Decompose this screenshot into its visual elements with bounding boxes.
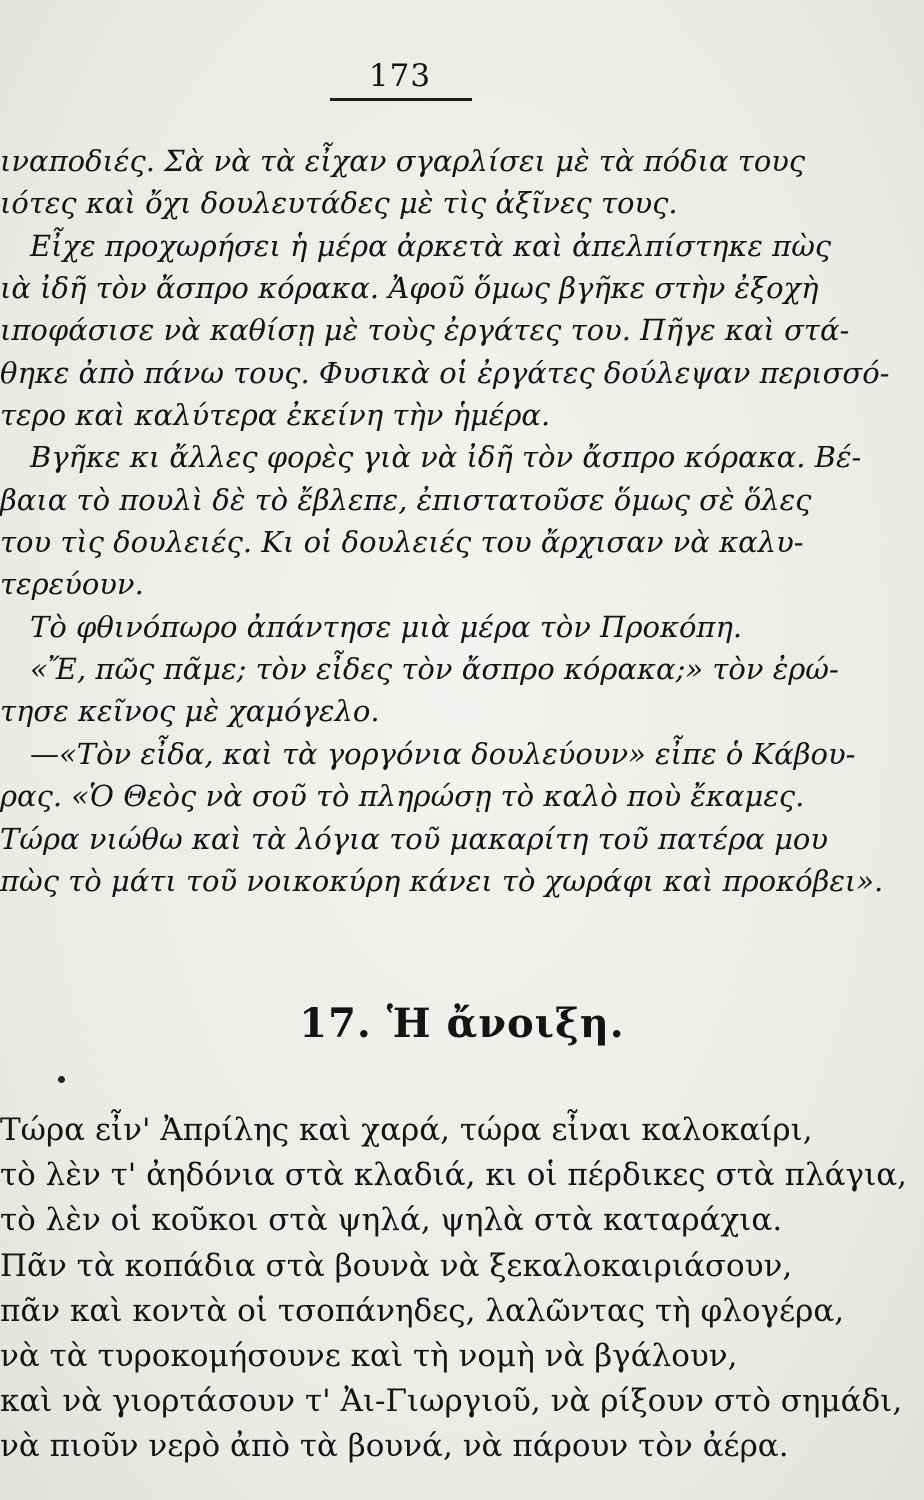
poem-line: πᾶν καὶ κοντὰ οἱ τσοπάνηδες, λαλῶντας τὴ φλογέρα, xyxy=(0,1292,845,1329)
prose-line: Τὸ φθινόπωρο ἀπάντησε μιὰ μέρα τὸν Προκόπη. xyxy=(30,609,743,644)
poem-line: νὰ τὰ τυροκομήσουνε καὶ τὴ νομὴ νὰ βγάλουν, xyxy=(0,1337,738,1374)
poem-block xyxy=(0,1108,924,1470)
prose-line: ρας. «Ὁ Θεὸς νὰ σοῦ τὸ πληρώσῃ τὸ καλὸ ποὺ ἔκαμες. xyxy=(0,779,805,814)
poem-line: Τώρα εἶν' Ἀπρίλης καὶ χαρά, τώρα εἶναι καλοκαίρι, xyxy=(0,1112,813,1148)
poem-line: τὸ λὲν τ' ἀηδόνια στὰ κλαδιά, κι οἱ πέρδικες στὰ πλάγια, xyxy=(0,1157,908,1194)
prose-line: ιὰ ἰδῆ τὸν ἄσπρο κόρακα. Ἀφοῦ ὅμως βγῆκε στὴν ἐξοχὴ xyxy=(0,271,819,306)
prose-line: ιότες καὶ ὄχι δουλευτάδες μὲ τὶς ἀξῖνες τους. xyxy=(0,186,678,221)
prose-line: τερο καὶ καλύτερα ἐκείνη τὴν ἡμέρα. xyxy=(0,398,551,433)
poem-line: καὶ νὰ γιορτάσουν τ' Ἀι-Γιωργιοῦ, νὰ ρίξουν στὸ σημάδι, xyxy=(0,1383,903,1420)
prose-line: «Ἔ, πῶς πᾶμε; τὸν εἶδες τὸν ἄσπρο κόρακα;» τὸν ἐρώ- xyxy=(30,652,839,687)
prose-line: βαια τὸ πουλὶ δὲ τὸ ἔβλεπε, ἐπιστατοῦσε ὅμως σὲ ὅλες xyxy=(0,482,812,517)
prose-line: Εἶχε προχωρήσει ἡ μέρα ἀρκετὰ καὶ ἀπελπίστηκε πὼς xyxy=(30,228,832,263)
ink-dot xyxy=(58,1076,65,1083)
poem-line: τὸ λὲν οἱ κοῦκοι στὰ ψηλά, ψηλὰ στὰ καταράχια. xyxy=(0,1202,783,1239)
poem-line: Πᾶν τὰ κοπάδια στὰ βουνὰ νὰ ξεκαλοκαιριάσουν, xyxy=(0,1247,793,1284)
section-heading: 17. Ἡ ἄνοιξη. xyxy=(299,1000,625,1047)
prose-line: θηκε ἀπὸ πάνω τους. Φυσικὰ οἱ ἐργάτες δούλεψαν περισσό- xyxy=(0,355,890,390)
prose-line: Βγῆκε κι ἄλλες φορὲς γιὰ νὰ ἰδῆ τὸν ἄσπρο κόρακα. Βέ- xyxy=(30,440,862,475)
prose-line: —«Τὸν εἶδα, καὶ τὰ γοργόνια δουλεύουν» εἶπε ὁ Κάβου- xyxy=(30,736,856,771)
prose-line: ιναποδιές. Σὰ νὰ τὰ εἶχαν σγαρλίσει μὲ τὰ πόδια τους xyxy=(0,144,806,178)
page-number-rule xyxy=(330,98,472,101)
page-number: 173 xyxy=(368,58,432,94)
poem-line: νὰ πιοῦν νερὸ ἀπὸ τὰ βουνά, νὰ πάρουν τὸν ἀέρα. xyxy=(0,1428,789,1465)
prose-line: τησε κεῖνος μὲ χαμόγελο. xyxy=(0,694,380,729)
prose-line: ιποφάσισε νὰ καθίσῃ μὲ τοὺς ἐργάτες του. Πῆγε καὶ στά- xyxy=(0,313,850,348)
prose-line: πὼς τὸ μάτι τοῦ νοικοκύρη κάνει τὸ χωράφι καὶ προκόβει». xyxy=(0,863,884,898)
prose-line: τερεύουν. xyxy=(0,567,144,602)
prose-block xyxy=(0,140,924,902)
prose-line: του τὶς δουλειές. Κι οἱ δουλειές του ἄρχισαν νὰ καλυ- xyxy=(0,525,804,560)
prose-line: Τώρα νιώθω καὶ τὰ λόγια τοῦ μακαρίτη τοῦ πατέρα μου xyxy=(0,821,829,856)
